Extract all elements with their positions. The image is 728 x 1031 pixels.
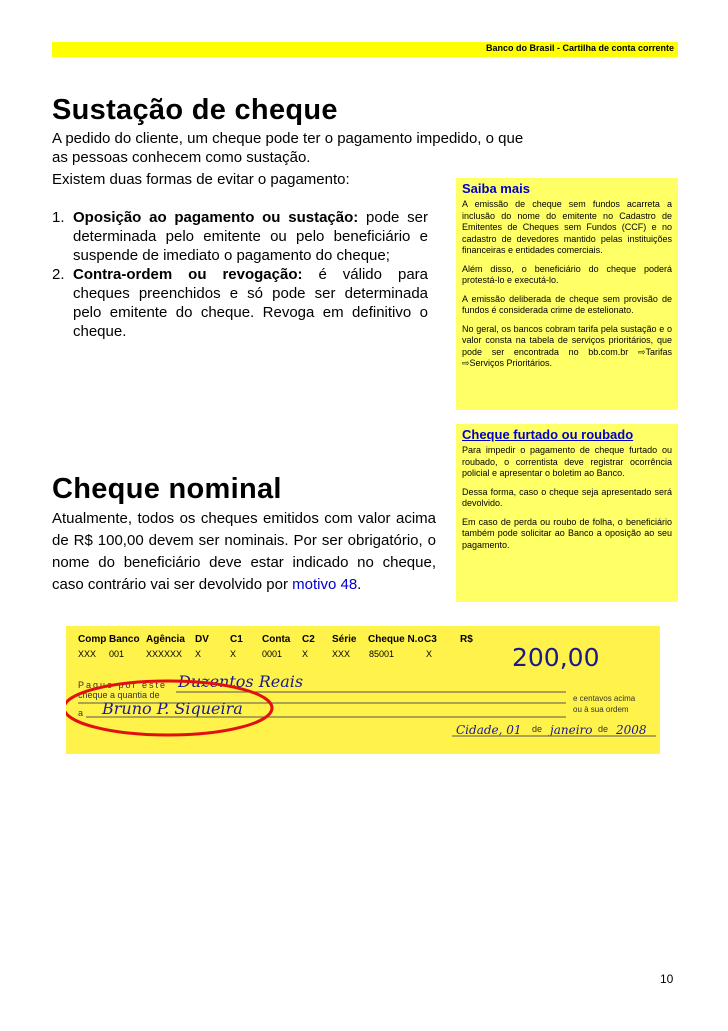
cheque-header-conta: Conta [262, 634, 291, 645]
list-item-term: Contra-ordem ou revogação: [73, 266, 303, 283]
cheque-value-banco: 001 [109, 649, 125, 659]
nominal-title: Cheque nominal [52, 473, 282, 505]
cheque-centavos: e centavos acima [573, 694, 636, 703]
cheque-header-c3: C3 [424, 634, 437, 645]
cheque-header-banco: Banco [109, 634, 140, 645]
page-number: 10 [660, 972, 674, 986]
furtado-paragraph: Dessa forma, caso o cheque seja apresentado será devolvido. [462, 486, 672, 508]
cheque-header-dv: DV [195, 634, 209, 645]
sustacao-intro-line2: as pessoas conhecem como sustação. [52, 149, 311, 166]
furtado-paragraph: Em caso de perda ou roubo de folha, o beneficiário também pode solicitar ao Banco a oposição ao seu pagamento. [462, 516, 672, 550]
list-item-term: Oposição ao pagamento ou sustação: [73, 209, 359, 226]
cheque-header-comp: Comp [78, 634, 107, 645]
cheque-amount: 200,00 [512, 643, 600, 672]
sustacao-intro-line3: Existem duas formas de evitar o pagamento: [52, 171, 350, 188]
sustacao-title: Sustação de cheque [52, 94, 338, 126]
furtado-box [456, 424, 678, 602]
header-text: Banco do Brasil - Cartilha de conta corrente [485, 43, 674, 53]
cheque-value-c1: X [230, 649, 237, 659]
furtado-title: Cheque furtado ou roubado [462, 427, 634, 442]
cheque-quantia-label: cheque a quantia de [78, 690, 160, 700]
cheque-amount-words: Duzentos Reais [178, 672, 304, 691]
cheque-payee: Bruno P. Siqueira [102, 699, 243, 718]
saiba-mais-box [456, 178, 678, 410]
cheque-de-label: de [598, 724, 609, 734]
list-number: 1. [52, 209, 65, 226]
cheque-value-serie: XXX [332, 649, 351, 659]
nominal-end: . [357, 576, 362, 593]
cheque-header-rs: R$ [460, 634, 473, 645]
cheque-header-c1: C1 [230, 634, 243, 645]
cheque-header-c2: C2 [302, 634, 315, 645]
sustacao-intro-line1: A pedido do cliente, um cheque pode ter o pagamento impedido, o que [52, 130, 524, 147]
saiba-mais-title: Saiba mais [462, 181, 530, 196]
list-item [52, 265, 428, 341]
cheque-value-c3: X [426, 649, 433, 659]
cheque-header-agencia: Agência [146, 634, 185, 645]
saiba-mais-paragraph: No geral, os bancos cobram tarifa pela sustação e o valor consta na tabela de serviços prioritários, que pode ser encontrada no bb.com.br ⇨Tarifas ⇨Serviços Prioritários. [462, 323, 672, 368]
list-item-text: é válido para cheques preenchidos e só pode ser determinada pelo emitente do cheque. Revoga em definitivo o cheque. [73, 266, 428, 340]
nominal-body: Atualmente, todos os cheques emitidos com valor acima de R$ 100,00 devem ser nominais. Por ser obrigatório, o nome do beneficiário deve estar indicado no cheque, caso contrário vai ser devolvido por [52, 510, 436, 593]
cheque-city: Cidade, 01 [456, 723, 522, 737]
cheque-value-dv: X [195, 649, 202, 659]
motivo-48-link[interactable]: motivo 48 [292, 576, 358, 593]
furtado-paragraph: Para impedir o pagamento de cheque furtado ou roubado, o correntista deve registrar ocorrência policial e apresentar o boletim ao Banco. [462, 445, 672, 478]
cheque-header-cheque-no: Cheque N.o [368, 634, 424, 645]
cheque-a-label: a [78, 708, 84, 718]
cheque-value-c2: X [302, 649, 309, 659]
cheque-year: 2008 [616, 723, 647, 737]
list-item-text: pode ser determinada pelo emitente ou pelo beneficiário e suspende de imediato o pagamento do cheque; [73, 209, 428, 264]
cheque-value-cheque-no: 85001 [369, 649, 395, 659]
cheque-header-serie: Série [332, 634, 357, 645]
list-item [52, 208, 428, 265]
cheque-month: janeiro [550, 723, 593, 737]
saiba-mais-paragraph: Além disso, o beneficiário do cheque poderá protestá-lo e executá-lo. [462, 263, 672, 285]
cheque-svg [66, 626, 660, 754]
cheque-value-agencia: XXXXXX [146, 649, 183, 659]
list-number: 2. [52, 266, 65, 283]
cheque-value-comp: XXX [78, 649, 97, 659]
saiba-mais-paragraph: A emissão de cheque sem fundos acarreta a inclusão do nome do emitente no Cadastro de Emitentes de Cheques sem Fundos (CCF) e no cadastro de devedores mantido pelas instituições financeiras e entidades comerciais. [462, 199, 672, 255]
cheque-pague-label: Pague por este [78, 680, 168, 690]
header-bar [52, 42, 678, 57]
cheque-ordem: ou à sua ordem [573, 705, 629, 714]
nominal-text [52, 508, 436, 596]
cheque-value-conta: 0001 [262, 649, 283, 659]
saiba-mais-paragraph: A emissão deliberada de cheque sem provisão de fundos é considerada crime de estelionato. [462, 293, 672, 315]
cheque-illustration [66, 626, 660, 754]
sustacao-list [52, 208, 428, 341]
cheque-de-label: de [532, 724, 543, 734]
